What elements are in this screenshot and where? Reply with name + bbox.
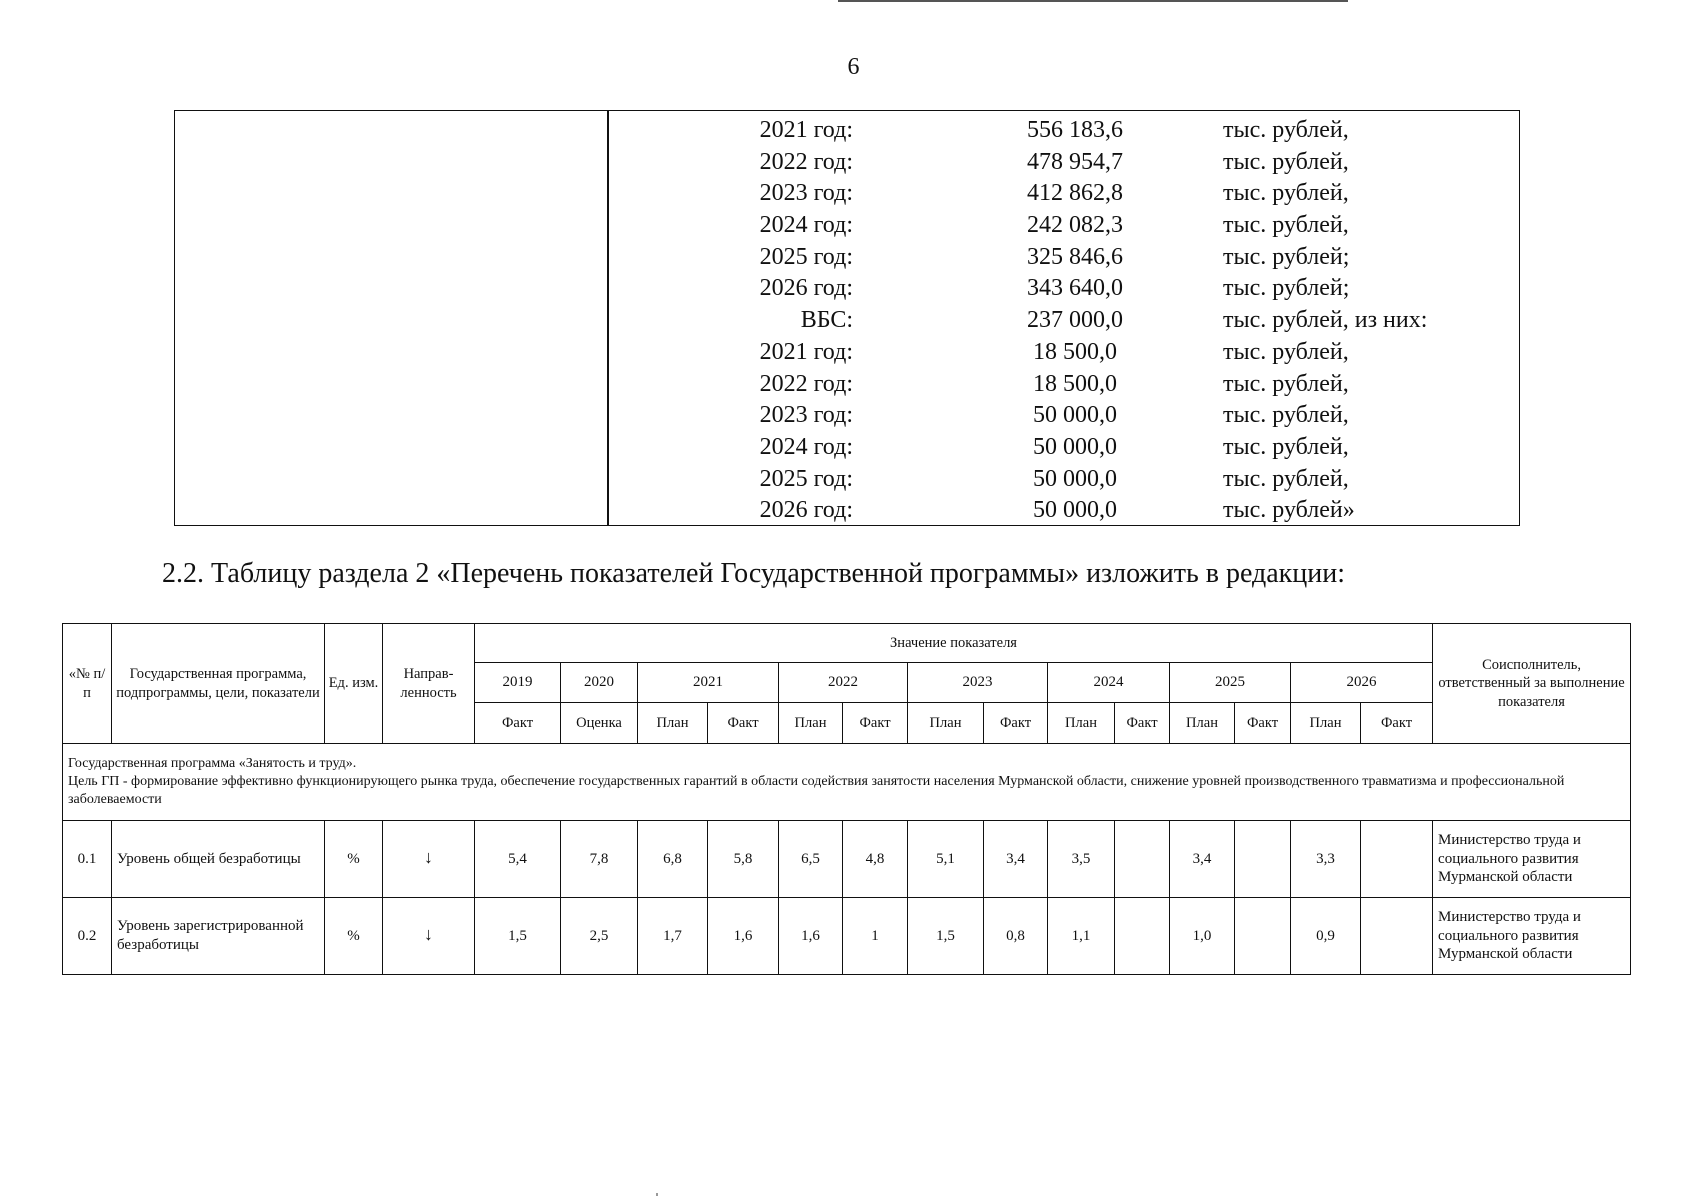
header-num: «№ п/п bbox=[63, 624, 112, 744]
funding-amount: 343 640,0 bbox=[1027, 275, 1123, 302]
funding-amount: 325 846,6 bbox=[1027, 243, 1123, 270]
value-cell: 1,5 bbox=[908, 898, 984, 975]
funding-unit: тыс. рублей, bbox=[1223, 402, 1349, 429]
value-cell: 1,1 bbox=[1048, 898, 1115, 975]
funding-unit: тыс. рублей» bbox=[1223, 497, 1355, 524]
funding-year-label: 2023 год: bbox=[759, 180, 853, 207]
value-cell: 5,1 bbox=[908, 821, 984, 898]
funding-unit: тыс. рублей; bbox=[1223, 275, 1350, 302]
row-num: 0.2 bbox=[63, 898, 112, 975]
header-value-group: Значение показателя bbox=[475, 624, 1433, 663]
value-cell bbox=[1361, 821, 1433, 898]
funding-year-label: 2021 год: bbox=[759, 338, 853, 365]
funding-row bbox=[607, 115, 1519, 147]
funding-amount: 242 082,3 bbox=[1027, 212, 1123, 239]
funding-row bbox=[607, 464, 1519, 496]
funding-year-label: 2024 год: bbox=[759, 433, 853, 460]
header-program: Государственная программа, подпрограммы, цели, показатели bbox=[112, 624, 325, 744]
header-sub: Факт bbox=[1115, 703, 1170, 744]
funding-amount: 50 000,0 bbox=[1033, 433, 1117, 460]
goal-title: Государственная программа «Занятость и труд». bbox=[68, 755, 357, 771]
funding-row bbox=[607, 147, 1519, 179]
funding-amount: 478 954,7 bbox=[1027, 148, 1123, 175]
value-cell bbox=[1361, 898, 1433, 975]
value-cell: 0,9 bbox=[1291, 898, 1361, 975]
value-cell: 0,8 bbox=[984, 898, 1048, 975]
funding-unit: тыс. рублей, bbox=[1223, 148, 1349, 175]
funding-unit: тыс. рублей, из них: bbox=[1223, 307, 1428, 334]
funding-unit: тыс. рублей, bbox=[1223, 465, 1349, 492]
funding-year-label: 2022 год: bbox=[759, 370, 853, 397]
funding-year-label: 2026 год: bbox=[759, 497, 853, 524]
funding-unit: тыс. рублей, bbox=[1223, 117, 1349, 143]
header-year: 2022 bbox=[779, 663, 908, 703]
value-cell: 3,4 bbox=[984, 821, 1048, 898]
value-cell: 2,5 bbox=[561, 898, 638, 975]
funding-year-label: 2026 год: bbox=[759, 275, 853, 302]
value-cell: 5,8 bbox=[708, 821, 779, 898]
funding-row bbox=[607, 369, 1519, 401]
section-heading: 2.2. Таблицу раздела 2 «Перечень показателей Государственной программы» изложить в редакции: bbox=[162, 558, 1346, 589]
table-row bbox=[63, 898, 1631, 975]
value-cell: 1,5 bbox=[475, 898, 561, 975]
header-sub: План bbox=[908, 703, 984, 744]
value-cell: 1,0 bbox=[1170, 898, 1235, 975]
value-cell: 7,8 bbox=[561, 821, 638, 898]
value-cell: 1 bbox=[843, 898, 908, 975]
funding-amount: 237 000,0 bbox=[1027, 307, 1123, 334]
funding-row bbox=[607, 178, 1519, 210]
row-name: Уровень общей безработицы bbox=[112, 821, 325, 898]
funding-table bbox=[174, 110, 1520, 526]
header-unit: Ед. изм. bbox=[325, 624, 383, 744]
funding-unit: тыс. рублей, bbox=[1223, 370, 1349, 397]
value-cell: 6,8 bbox=[638, 821, 708, 898]
value-cell: 6,5 bbox=[779, 821, 843, 898]
funding-year-label: 2025 год: bbox=[759, 243, 853, 270]
header-direction: Направ-ленность bbox=[383, 624, 475, 744]
header-sub: Оценка bbox=[561, 703, 638, 744]
down-arrow-icon: ↓ bbox=[424, 846, 433, 867]
header-sub: Факт bbox=[843, 703, 908, 744]
scan-dot bbox=[656, 1193, 658, 1196]
header-sub: Факт bbox=[984, 703, 1048, 744]
row-num: 0.1 bbox=[63, 821, 112, 898]
goal-text: Цель ГП - формирование эффективно функционирующего рынка труда, обеспечение государственных гарантий в области содействия занятости населения Мурманской области, снижение уровней производственного травматизма и профессиональной заболеваемости bbox=[68, 773, 1565, 808]
row-unit: % bbox=[325, 898, 383, 975]
funding-row bbox=[607, 337, 1519, 369]
value-cell: 3,5 bbox=[1048, 821, 1115, 898]
row-name: Уровень зарегистрированной безработицы bbox=[112, 898, 325, 975]
header-sub: План bbox=[1048, 703, 1115, 744]
indicators-table bbox=[62, 623, 1631, 975]
value-cell: 1,6 bbox=[779, 898, 843, 975]
funding-unit: тыс. рублей, bbox=[1223, 212, 1349, 239]
funding-amount: 18 500,0 bbox=[1033, 338, 1117, 365]
funding-year-label: 2024 год: bbox=[759, 212, 853, 239]
funding-amount: 50 000,0 bbox=[1033, 497, 1117, 524]
header-sub: Факт bbox=[1235, 703, 1291, 744]
header-year: 2020 bbox=[561, 663, 638, 703]
header-executor: Соисполнитель, ответственный за выполнение показателя bbox=[1433, 624, 1631, 744]
header-sub: План bbox=[779, 703, 843, 744]
table-row bbox=[63, 821, 1631, 898]
funding-amount: 412 862,8 bbox=[1027, 180, 1123, 207]
funding-unit: тыс. рублей, bbox=[1223, 433, 1349, 460]
value-cell bbox=[1115, 821, 1170, 898]
value-cell: 1,6 bbox=[708, 898, 779, 975]
funding-amount: 50 000,0 bbox=[1033, 465, 1117, 492]
header-sub: Факт bbox=[475, 703, 561, 744]
value-cell bbox=[1235, 898, 1291, 975]
value-cell: 1,7 bbox=[638, 898, 708, 975]
row-direction bbox=[383, 821, 475, 898]
funding-rows bbox=[607, 115, 1519, 527]
header-sub: План bbox=[638, 703, 708, 744]
funding-row bbox=[607, 242, 1519, 274]
top-rule bbox=[838, 0, 1348, 2]
header-year: 2019 bbox=[475, 663, 561, 703]
funding-row bbox=[607, 273, 1519, 305]
funding-amount: 50 000,0 bbox=[1033, 402, 1117, 429]
goal-cell bbox=[63, 744, 1631, 821]
header-sub: Факт bbox=[1361, 703, 1433, 744]
page-number: 6 bbox=[847, 54, 860, 80]
funding-amount: 556 183,6 bbox=[1027, 117, 1123, 143]
value-cell: 4,8 bbox=[843, 821, 908, 898]
header-sub: План bbox=[1291, 703, 1361, 744]
value-cell bbox=[1115, 898, 1170, 975]
funding-row bbox=[607, 210, 1519, 242]
funding-year-label: 2023 год: bbox=[759, 402, 853, 429]
funding-row bbox=[607, 305, 1519, 337]
header-sub: План bbox=[1170, 703, 1235, 744]
funding-row bbox=[607, 432, 1519, 464]
funding-year-label: 2021 год: bbox=[759, 117, 853, 143]
header-sub: Факт bbox=[708, 703, 779, 744]
header-year: 2024 bbox=[1048, 663, 1170, 703]
row-direction bbox=[383, 898, 475, 975]
header-year: 2023 bbox=[908, 663, 1048, 703]
value-cell bbox=[1235, 821, 1291, 898]
funding-unit: тыс. рублей, bbox=[1223, 338, 1349, 365]
funding-amount: 18 500,0 bbox=[1033, 370, 1117, 397]
row-executor: Министерство труда и социального развития Мурманской области bbox=[1433, 821, 1631, 898]
value-cell: 5,4 bbox=[475, 821, 561, 898]
funding-unit: тыс. рублей, bbox=[1223, 180, 1349, 207]
value-cell: 3,3 bbox=[1291, 821, 1361, 898]
header-year: 2021 bbox=[638, 663, 779, 703]
value-cell: 3,4 bbox=[1170, 821, 1235, 898]
funding-row bbox=[607, 495, 1519, 527]
funding-unit: тыс. рублей; bbox=[1223, 243, 1350, 270]
row-executor: Министерство труда и социального развития Мурманской области bbox=[1433, 898, 1631, 975]
funding-year-label: 2025 год: bbox=[759, 465, 853, 492]
header-year: 2026 bbox=[1291, 663, 1433, 703]
funding-year-label: 2022 год: bbox=[759, 148, 853, 175]
funding-year-label: ВБС: bbox=[800, 307, 853, 334]
header-year: 2025 bbox=[1170, 663, 1291, 703]
funding-row bbox=[607, 400, 1519, 432]
row-unit: % bbox=[325, 821, 383, 898]
down-arrow-icon: ↓ bbox=[424, 923, 433, 944]
